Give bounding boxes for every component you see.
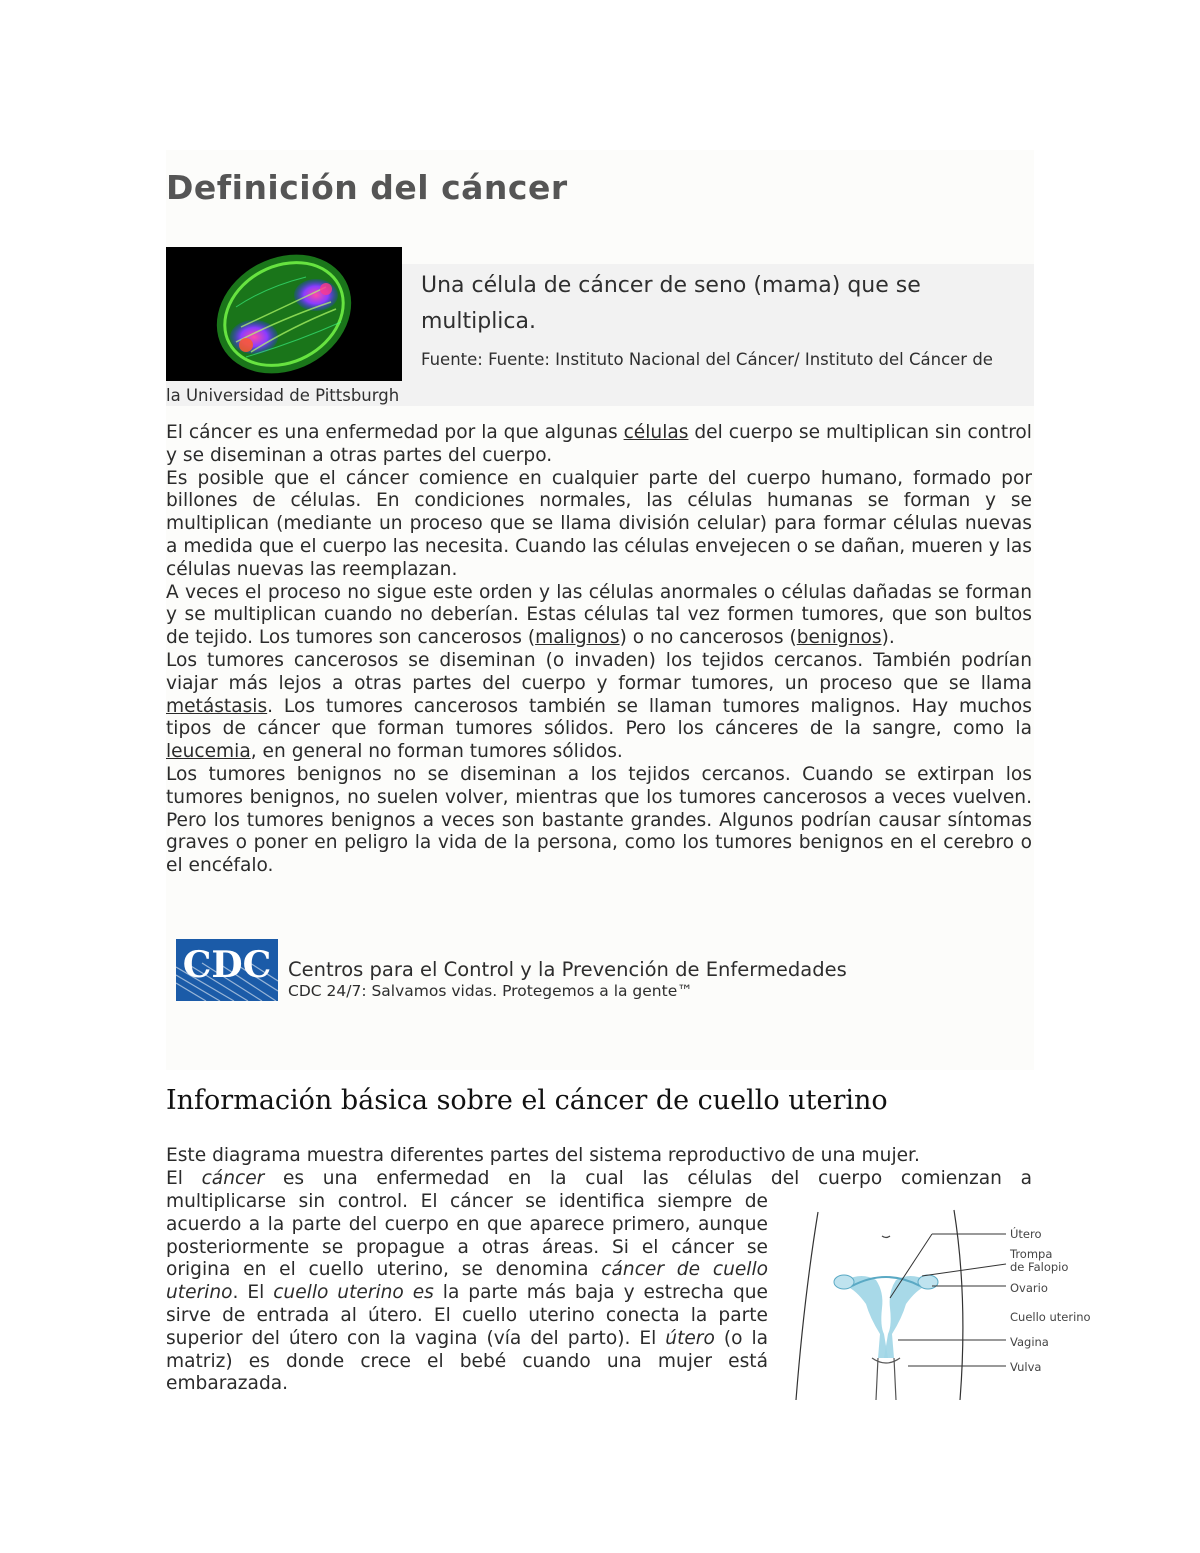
text-run: Los tumores benignos no se diseminan a los tejidos cercanos. Cuando se extirpan los tumores benignos, no suelen volver, mientras que los tumores cancerosos a veces vuelven. Pero los tumores benignos a veces son bastante grandes. Algunos podrían causar síntomas graves o poner en peligro la vida de la persona, como los tumores benignos en el cerebro o el encéfalo. [166,763,1032,877]
uterus-diagram-icon [782,1208,1102,1404]
text-run: ) o no cancerosos ( [619,627,797,649]
cancer-cell-image [166,247,402,381]
figure-caption: Una célula de cáncer de seno (mama) que se multiplica. [421,273,921,334]
figure-source-line-2: la Universidad de Pittsburgh [166,386,400,405]
section2-title: Información básica sobre el cáncer de cuello uterino [166,1085,888,1116]
text-run: Es posible que el cáncer comience en cualquier parte del cuerpo humano, formado por billones de células. En condiciones normales, las células humanas se forman y se multiplican (mediante un proceso que se llama división celular) para formar células nuevas a medida que el cuerpo las necesita. Cuando las células envejecen o se dañan, mueren y las células nuevas las reemplazan. [166,467,1032,580]
italic-term: cáncer de cuello uterino [166,1259,768,1304]
text-run: A veces el proceso no sigue este orden y las células anormales o células dañadas se forman y se multiplican cuando no deberían. Estas células tal vez formen tumores, que son bultos de tejido. Los tumores son cancerosos ( [166,581,1032,649]
text-run: , en general no forman tumores sólidos. [250,741,623,763]
paragraph-4 [166,650,1032,764]
cdc-organization-name: Centros para el Control y la Prevención de Enfermedades [288,958,847,981]
text-run: la parte más baja y estrecha que sirve de entrada al útero. El cuello uterino conecta la parte superior del útero con la vagina (vía del parto). El [166,1282,768,1349]
section2-paragraph [166,1191,768,1396]
link-celulas[interactable]: células [623,422,689,443]
section2-line2 [166,1168,1032,1191]
label-trompa: Trompa [1010,1247,1053,1261]
italic-term: útero [665,1327,715,1349]
label-ovario: Ovario [1010,1281,1048,1295]
link-malignos[interactable]: malignos [535,627,620,649]
section2-intro: Este diagrama muestra diferentes partes del sistema reproductivo de una mujer. [166,1145,920,1166]
paragraph-1 [166,422,1032,468]
link-leucemia[interactable]: leucemia [166,741,251,763]
section1-body [166,422,1032,878]
italic-term: cuello uterino es [273,1282,434,1304]
cdc-logo-text: CDC [182,944,272,986]
text-run: El cáncer es una enfermedad por la que algunas [166,422,624,443]
cdc-tagline: CDC 24/7: Salvamos vidas. Protegemos a la gente™ [288,982,693,1000]
italic-term: cáncer [201,1168,265,1189]
text-run: El [166,1168,202,1189]
text-run: ). [881,627,895,649]
label-utero: Útero [1010,1227,1042,1241]
cdc-logo [176,939,278,1001]
text-run: multiplicarse sin control. El cáncer se identifica siempre de acuerdo a la parte del cuerpo en que aparece primero, aunque posteriormente se propague a otras áreas. Si el cáncer se origina en el cuello uterino, se denomina [166,1191,768,1281]
paragraph-5 [166,764,1032,878]
text-run: (o la matriz) es donde crece el bebé cuando una mujer está embarazada. [166,1327,768,1395]
label-vagina: Vagina [1010,1335,1049,1349]
link-metastasis[interactable]: metástasis [166,695,268,717]
paragraph-2 [166,468,1032,582]
text-run: . El [232,1282,274,1304]
reproductive-system-diagram [782,1208,1102,1404]
cdc-logo-icon [176,939,278,1001]
text-run: es una enfermedad en la cual las células del cuerpo comienzan a [264,1168,1032,1189]
label-de-falopio: de Falopio [1010,1260,1069,1274]
figure-source-line-1: Fuente: Fuente: Instituto Nacional del Cáncer/ Instituto del Cáncer de [421,350,993,369]
label-vulva: Vulva [1010,1360,1042,1374]
text-run: Los tumores cancerosos se diseminan (o invaden) los tejidos cercanos. También podrían viajar más lejos a otras partes del cuerpo y formar tumores, un proceso que se llama [166,649,1032,694]
text-run: del cuerpo se multiplican sin control y se diseminan a otras partes del cuerpo. [166,422,1032,466]
label-cuello-uterino: Cuello uterino [1010,1310,1091,1324]
page-title: Definición del cáncer [166,168,568,207]
text-run: . Los tumores cancerosos también se llaman tumores malignos. Hay muchos tipos de cáncer que forman tumores sólidos. Pero los cánceres de la sangre, como la [166,695,1032,740]
link-benignos[interactable]: benignos [796,627,882,649]
cell-micrograph-icon [166,247,402,381]
paragraph-3 [166,582,1032,650]
